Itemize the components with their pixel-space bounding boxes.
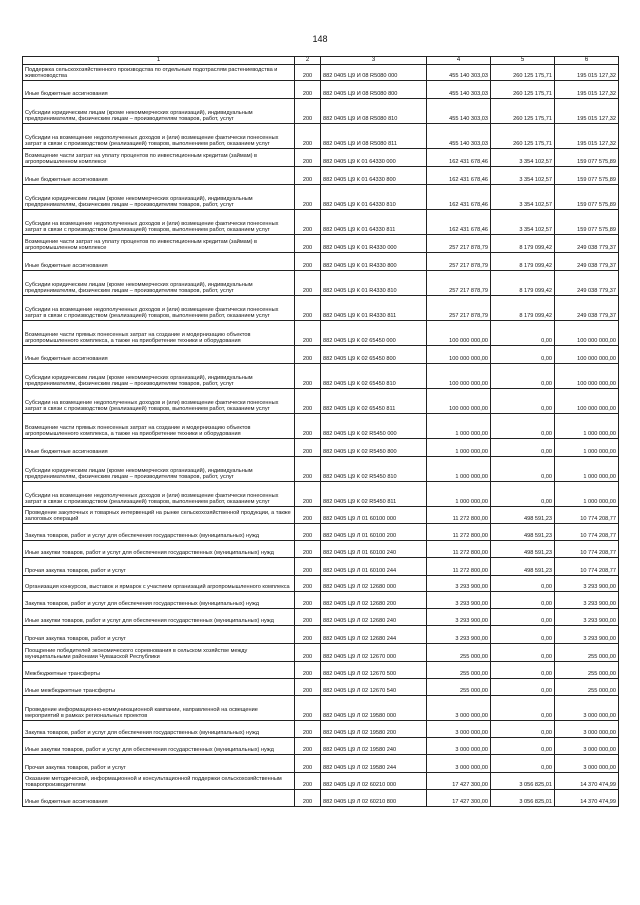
row-name: Субсидии юридическим лицам (кроме некоммерческих организаций), индивидуальным предпринимателям, физическим лицам – производителям товаров, работ, услуг: [23, 271, 295, 296]
row-approved-amount: 100 000 000,00: [427, 346, 491, 364]
row-admin-code: 200: [295, 167, 321, 185]
row-approved-amount: 11 272 800,00: [427, 507, 491, 524]
row-approved-amount: 1 000 000,00: [427, 457, 491, 482]
row-remaining-amount: 1 000 000,00: [555, 457, 619, 482]
table-row: [23, 738, 619, 755]
row-name: Оказание методической, информационной и консультационной поддержки сельскохозяйственным товаропроизводителям: [23, 773, 295, 790]
table-row: [23, 210, 619, 235]
row-name: Субсидии юридическим лицам (кроме некоммерческих организаций), индивидуальным предпринимателям, физическим лицам – производителям товаров, работ, услуг: [23, 457, 295, 482]
row-admin-code: 200: [295, 738, 321, 755]
table-row: [23, 592, 619, 609]
row-remaining-amount: 100 000 000,00: [555, 364, 619, 389]
row-remaining-amount: 14 370 474,99: [555, 790, 619, 807]
row-approved-amount: 11 272 800,00: [427, 558, 491, 576]
row-name: Субсидии юридическим лицам (кроме некоммерческих организаций), индивидуальным предпринимателям, физическим лицам – производителям товаров, работ, услуг: [23, 364, 295, 389]
row-budget-code: 882 0405 Ц9 К 02 65450 811: [321, 389, 427, 414]
row-remaining-amount: 3 293 900,00: [555, 576, 619, 592]
row-executed-amount: 498 591,23: [491, 541, 555, 558]
row-approved-amount: 255 000,00: [427, 679, 491, 696]
row-name: Прочая закупка товаров, работ и услуг: [23, 626, 295, 644]
row-admin-code: 200: [295, 364, 321, 389]
table-row: [23, 149, 619, 167]
table-row: [23, 346, 619, 364]
row-remaining-amount: 3 000 000,00: [555, 738, 619, 755]
row-budget-code: 882 0405 Ц9 И 08 R5080 800: [321, 81, 427, 99]
row-admin-code: 200: [295, 576, 321, 592]
table-row: [23, 124, 619, 149]
row-name: Поощрение победителей экономического соревнования в сельском хозяйстве между муниципальными районами Чувашской Республики: [23, 644, 295, 662]
row-budget-code: 882 0405 Ц9 Л 02 60210 800: [321, 790, 427, 807]
row-budget-code: 882 0405 Ц9 Л 02 19580 244: [321, 755, 427, 773]
row-approved-amount: 3 293 900,00: [427, 592, 491, 609]
row-budget-code: 882 0405 Ц9 Л 01 60100 200: [321, 524, 427, 541]
table-row: [23, 364, 619, 389]
row-executed-amount: 260 125 175,71: [491, 124, 555, 149]
row-budget-code: 882 0405 Ц9 Л 02 12670 000: [321, 644, 427, 662]
row-name: Субсидии юридическим лицам (кроме некоммерческих организаций), индивидуальным предпринимателям, физическим лицам – производителям товаров, работ, услуг: [23, 99, 295, 124]
row-admin-code: 200: [295, 482, 321, 507]
row-approved-amount: 455 140 303,03: [427, 81, 491, 99]
table-row: [23, 271, 619, 296]
row-budget-code: 882 0405 Ц9 И 08 R5080 000: [321, 65, 427, 81]
row-approved-amount: 162 431 678,46: [427, 210, 491, 235]
table-row: [23, 609, 619, 626]
row-remaining-amount: 195 015 127,32: [555, 124, 619, 149]
row-budget-code: 882 0405 Ц9 К 02 R5450 000: [321, 414, 427, 439]
table-row: [23, 755, 619, 773]
row-executed-amount: 8 179 099,42: [491, 271, 555, 296]
row-approved-amount: 17 427 300,00: [427, 790, 491, 807]
row-budget-code: 882 0405 Ц9 Л 02 19580 000: [321, 696, 427, 721]
row-remaining-amount: 10 774 208,77: [555, 558, 619, 576]
row-executed-amount: 0,00: [491, 721, 555, 738]
row-approved-amount: 100 000 000,00: [427, 389, 491, 414]
table-row: [23, 235, 619, 253]
row-remaining-amount: 10 774 208,77: [555, 507, 619, 524]
row-remaining-amount: 195 015 127,32: [555, 65, 619, 81]
column-header: 2: [295, 57, 321, 65]
table-row: [23, 439, 619, 457]
row-admin-code: 200: [295, 235, 321, 253]
row-budget-code: 882 0405 Ц9 К 02 65450 000: [321, 321, 427, 346]
column-header: 3: [321, 57, 427, 65]
row-executed-amount: 8 179 099,42: [491, 296, 555, 321]
row-name: Возмещение части прямых понесенных затрат на создание и модернизацию объектов агропромышленного комплекса, а также на приобретение техники и оборудования: [23, 321, 295, 346]
row-name: Иные бюджетные ассигнования: [23, 167, 295, 185]
row-budget-code: 882 0405 Ц9 Л 02 12670 540: [321, 679, 427, 696]
row-remaining-amount: 249 038 779,37: [555, 235, 619, 253]
row-remaining-amount: 100 000 000,00: [555, 346, 619, 364]
row-remaining-amount: 255 000,00: [555, 662, 619, 679]
row-admin-code: 200: [295, 346, 321, 364]
row-admin-code: 200: [295, 662, 321, 679]
row-executed-amount: 0,00: [491, 696, 555, 721]
row-budget-code: 882 0405 Ц9 К 02 R5450 811: [321, 482, 427, 507]
row-executed-amount: 0,00: [491, 626, 555, 644]
row-budget-code: 882 0405 Ц9 Л 02 12680 240: [321, 609, 427, 626]
row-approved-amount: 100 000 000,00: [427, 321, 491, 346]
table-row: [23, 389, 619, 414]
row-admin-code: 200: [295, 541, 321, 558]
table-row: [23, 507, 619, 524]
row-executed-amount: 3 354 102,57: [491, 185, 555, 210]
row-name: Иные бюджетные ассигнования: [23, 253, 295, 271]
row-name: Возмещение части затрат на уплату процентов по инвестиционным кредитам (займам) в агропромышленном комплексе: [23, 235, 295, 253]
row-budget-code: 882 0405 Ц9 К 01 R4330 800: [321, 253, 427, 271]
row-remaining-amount: 195 015 127,32: [555, 81, 619, 99]
row-approved-amount: 3 293 900,00: [427, 626, 491, 644]
table-row: [23, 790, 619, 807]
table-row: [23, 65, 619, 81]
table-row: [23, 185, 619, 210]
row-admin-code: 200: [295, 626, 321, 644]
row-budget-code: 882 0405 Ц9 К 01 64330 811: [321, 210, 427, 235]
row-executed-amount: 0,00: [491, 592, 555, 609]
table-row: [23, 576, 619, 592]
row-admin-code: 200: [295, 679, 321, 696]
row-admin-code: 200: [295, 81, 321, 99]
row-name: Закупка товаров, работ и услуг для обеспечения государственных (муниципальных) нужд: [23, 524, 295, 541]
row-executed-amount: 8 179 099,42: [491, 253, 555, 271]
table-row: [23, 296, 619, 321]
row-budget-code: 882 0405 Ц9 К 02 R5450 810: [321, 457, 427, 482]
table-row: [23, 482, 619, 507]
row-budget-code: 882 0405 Ц9 Л 02 12680 244: [321, 626, 427, 644]
row-name: Иные бюджетные ассигнования: [23, 790, 295, 807]
table-row: [23, 662, 619, 679]
row-executed-amount: 0,00: [491, 482, 555, 507]
row-admin-code: 200: [295, 558, 321, 576]
row-executed-amount: 3 354 102,57: [491, 210, 555, 235]
row-executed-amount: 0,00: [491, 457, 555, 482]
row-admin-code: 200: [295, 439, 321, 457]
column-header: 4: [427, 57, 491, 65]
row-admin-code: 200: [295, 253, 321, 271]
row-remaining-amount: 3 293 900,00: [555, 609, 619, 626]
row-name: Закупка товаров, работ и услуг для обеспечения государственных (муниципальных) нужд: [23, 721, 295, 738]
row-approved-amount: 3 000 000,00: [427, 755, 491, 773]
row-admin-code: 200: [295, 185, 321, 210]
row-approved-amount: 257 217 878,79: [427, 235, 491, 253]
table-row: [23, 773, 619, 790]
row-admin-code: 200: [295, 414, 321, 439]
row-name: Субсидии на возмещение недополученных доходов и (или) возмещение фактически понесенных затрат в связи с производством (реализацией) товаров, выполнением работ, оказанием услуг: [23, 124, 295, 149]
row-approved-amount: 255 000,00: [427, 662, 491, 679]
row-name: Проведение информационно-коммуникационной кампании, направленной на освещение мероприятий в рамках региональных проектов: [23, 696, 295, 721]
row-admin-code: 200: [295, 389, 321, 414]
row-budget-code: 882 0405 Ц9 И 08 R5080 810: [321, 99, 427, 124]
row-name: Возмещение части прямых понесенных затрат на создание и модернизацию объектов агропромышленного комплекса, а также на приобретение техники и оборудования: [23, 414, 295, 439]
row-budget-code: 882 0405 Ц9 Л 01 60100 240: [321, 541, 427, 558]
row-budget-code: 882 0405 Ц9 И 08 R5080 811: [321, 124, 427, 149]
row-approved-amount: 455 140 303,03: [427, 124, 491, 149]
row-executed-amount: 0,00: [491, 662, 555, 679]
table-row: [23, 679, 619, 696]
row-budget-code: 882 0405 Ц9 К 01 64330 800: [321, 167, 427, 185]
row-executed-amount: 260 125 175,71: [491, 65, 555, 81]
row-executed-amount: 0,00: [491, 644, 555, 662]
row-remaining-amount: 14 370 474,99: [555, 773, 619, 790]
row-approved-amount: 162 431 678,46: [427, 185, 491, 210]
row-budget-code: 882 0405 Ц9 Л 02 12680 200: [321, 592, 427, 609]
table-row: [23, 321, 619, 346]
row-name: Прочая закупка товаров, работ и услуг: [23, 558, 295, 576]
row-budget-code: 882 0405 Ц9 К 01 R4330 811: [321, 296, 427, 321]
row-name: Субсидии на возмещение недополученных доходов и (или) возмещение фактически понесенных затрат в связи с производством (реализацией) товаров, выполнением работ, оказанием услуг: [23, 482, 295, 507]
row-name: Иные бюджетные ассигнования: [23, 81, 295, 99]
row-remaining-amount: 3 000 000,00: [555, 721, 619, 738]
row-executed-amount: 498 591,23: [491, 524, 555, 541]
row-admin-code: 200: [295, 210, 321, 235]
row-remaining-amount: 159 077 575,89: [555, 185, 619, 210]
row-approved-amount: 3 293 900,00: [427, 609, 491, 626]
row-executed-amount: 0,00: [491, 414, 555, 439]
row-executed-amount: 0,00: [491, 364, 555, 389]
row-approved-amount: 455 140 303,03: [427, 65, 491, 81]
row-approved-amount: 3 000 000,00: [427, 721, 491, 738]
table-row: [23, 721, 619, 738]
row-approved-amount: 1 000 000,00: [427, 414, 491, 439]
row-budget-code: 882 0405 Ц9 К 01 R4330 000: [321, 235, 427, 253]
row-admin-code: 200: [295, 773, 321, 790]
row-executed-amount: 3 056 825,01: [491, 790, 555, 807]
row-name: Иные закупки товаров, работ и услуг для обеспечения государственных (муниципальных) нужд: [23, 609, 295, 626]
table-row: [23, 626, 619, 644]
row-approved-amount: 257 217 878,79: [427, 296, 491, 321]
table-row: [23, 99, 619, 124]
row-executed-amount: 3 056 825,01: [491, 773, 555, 790]
row-approved-amount: 162 431 678,46: [427, 167, 491, 185]
row-remaining-amount: 3 293 900,00: [555, 626, 619, 644]
table-row: [23, 558, 619, 576]
row-name: Субсидии на возмещение недополученных доходов и (или) возмещение фактически понесенных затрат в связи с производством (реализацией) товаров, выполнением работ, оказанием услуг: [23, 389, 295, 414]
row-name: Иные закупки товаров, работ и услуг для обеспечения государственных (муниципальных) нужд: [23, 541, 295, 558]
row-name: Иные бюджетные ассигнования: [23, 439, 295, 457]
row-name: Иные межбюджетные трансферты: [23, 679, 295, 696]
row-name: Закупка товаров, работ и услуг для обеспечения государственных (муниципальных) нужд: [23, 592, 295, 609]
row-remaining-amount: 3 000 000,00: [555, 755, 619, 773]
row-remaining-amount: 10 774 208,77: [555, 524, 619, 541]
row-executed-amount: 8 179 099,42: [491, 235, 555, 253]
row-approved-amount: 3 000 000,00: [427, 738, 491, 755]
row-executed-amount: 0,00: [491, 389, 555, 414]
row-remaining-amount: 255 000,00: [555, 679, 619, 696]
row-remaining-amount: 159 077 575,89: [555, 149, 619, 167]
column-header: 5: [491, 57, 555, 65]
row-approved-amount: 162 431 678,46: [427, 149, 491, 167]
row-budget-code: 882 0405 Ц9 К 01 64330 810: [321, 185, 427, 210]
row-admin-code: 200: [295, 790, 321, 807]
row-name: Иные бюджетные ассигнования: [23, 346, 295, 364]
row-remaining-amount: 3 000 000,00: [555, 696, 619, 721]
row-remaining-amount: 255 000,00: [555, 644, 619, 662]
row-budget-code: 882 0405 Ц9 Л 01 60100 244: [321, 558, 427, 576]
row-executed-amount: 498 591,23: [491, 558, 555, 576]
row-remaining-amount: 249 038 779,37: [555, 253, 619, 271]
row-name: Проведение закупочных и товарных интервенций на рынке сельскохозяйственной продукции, а также залоговых операций: [23, 507, 295, 524]
table-row: [23, 167, 619, 185]
row-budget-code: 882 0405 Ц9 Л 02 19580 200: [321, 721, 427, 738]
row-admin-code: 200: [295, 592, 321, 609]
row-budget-code: 882 0405 Ц9 Л 02 60210 000: [321, 773, 427, 790]
row-name: Иные закупки товаров, работ и услуг для обеспечения государственных (муниципальных) нужд: [23, 738, 295, 755]
row-admin-code: 200: [295, 644, 321, 662]
row-admin-code: 200: [295, 149, 321, 167]
table-row: [23, 644, 619, 662]
table-row: [23, 524, 619, 541]
table-row: [23, 81, 619, 99]
row-name: Поддержка сельскохозяйственного производства по отдельным подотраслям растениеводства и животноводства: [23, 65, 295, 81]
row-admin-code: 200: [295, 524, 321, 541]
row-admin-code: 200: [295, 507, 321, 524]
row-executed-amount: 0,00: [491, 439, 555, 457]
row-approved-amount: 3 293 900,00: [427, 576, 491, 592]
row-name: Субсидии юридическим лицам (кроме некоммерческих организаций), индивидуальным предпринимателям, физическим лицам – производителям товаров, работ, услуг: [23, 185, 295, 210]
row-budget-code: 882 0405 Ц9 К 01 R4330 810: [321, 271, 427, 296]
row-budget-code: 882 0405 Ц9 Л 02 12670 500: [321, 662, 427, 679]
row-approved-amount: 257 217 878,79: [427, 253, 491, 271]
row-admin-code: 200: [295, 124, 321, 149]
row-admin-code: 200: [295, 721, 321, 738]
row-executed-amount: 0,00: [491, 609, 555, 626]
table-row: [23, 457, 619, 482]
row-budget-code: 882 0405 Ц9 К 01 64330 000: [321, 149, 427, 167]
table-row: [23, 696, 619, 721]
row-executed-amount: 0,00: [491, 346, 555, 364]
table-row: [23, 253, 619, 271]
row-name: Субсидии на возмещение недополученных доходов и (или) возмещение фактически понесенных затрат в связи с производством (реализацией) товаров, выполнением работ, оказанием услуг: [23, 296, 295, 321]
row-budget-code: 882 0405 Ц9 Л 02 12680 000: [321, 576, 427, 592]
row-admin-code: 200: [295, 755, 321, 773]
row-admin-code: 200: [295, 696, 321, 721]
row-approved-amount: 100 000 000,00: [427, 364, 491, 389]
table-row: [23, 541, 619, 558]
row-executed-amount: 3 354 102,57: [491, 149, 555, 167]
row-executed-amount: 0,00: [491, 576, 555, 592]
row-remaining-amount: 3 293 900,00: [555, 592, 619, 609]
row-budget-code: 882 0405 Ц9 Л 02 19580 240: [321, 738, 427, 755]
row-executed-amount: 498 591,23: [491, 507, 555, 524]
row-remaining-amount: 100 000 000,00: [555, 389, 619, 414]
row-approved-amount: 255 000,00: [427, 644, 491, 662]
row-remaining-amount: 1 000 000,00: [555, 482, 619, 507]
row-executed-amount: 0,00: [491, 755, 555, 773]
row-budget-code: 882 0405 Ц9 Л 01 60100 000: [321, 507, 427, 524]
row-budget-code: 882 0405 Ц9 К 02 65450 800: [321, 346, 427, 364]
row-remaining-amount: 1 000 000,00: [555, 414, 619, 439]
row-executed-amount: 0,00: [491, 738, 555, 755]
row-budget-code: 882 0405 Ц9 К 02 65450 810: [321, 364, 427, 389]
row-approved-amount: 1 000 000,00: [427, 439, 491, 457]
row-executed-amount: 3 354 102,57: [491, 167, 555, 185]
row-remaining-amount: 159 077 575,89: [555, 167, 619, 185]
row-admin-code: 200: [295, 321, 321, 346]
table-header-row: [23, 57, 619, 65]
budget-table: [22, 56, 619, 807]
row-remaining-amount: 249 038 779,37: [555, 271, 619, 296]
row-admin-code: 200: [295, 296, 321, 321]
page-number: 148: [312, 34, 328, 44]
row-name: Возмещение части затрат на уплату процентов по инвестиционным кредитам (займам) в агропромышленном комплексе: [23, 149, 295, 167]
row-executed-amount: 260 125 175,71: [491, 99, 555, 124]
row-remaining-amount: 10 774 208,77: [555, 541, 619, 558]
row-approved-amount: 257 217 878,79: [427, 271, 491, 296]
row-remaining-amount: 249 038 779,37: [555, 296, 619, 321]
row-name: Субсидии на возмещение недополученных доходов и (или) возмещение фактически понесенных затрат в связи с производством (реализацией) товаров, выполнением работ, оказанием услуг: [23, 210, 295, 235]
row-approved-amount: 11 272 800,00: [427, 541, 491, 558]
column-header: 1: [23, 57, 295, 65]
row-approved-amount: 11 272 800,00: [427, 524, 491, 541]
row-admin-code: 200: [295, 65, 321, 81]
row-admin-code: 200: [295, 271, 321, 296]
row-budget-code: 882 0405 Ц9 К 02 R5450 800: [321, 439, 427, 457]
row-admin-code: 200: [295, 609, 321, 626]
row-approved-amount: 455 140 303,03: [427, 99, 491, 124]
row-name: Организация конкурсов, выставок и ярмарок с участием организаций агропромышленного комплекса: [23, 576, 295, 592]
table-row: [23, 414, 619, 439]
row-approved-amount: 1 000 000,00: [427, 482, 491, 507]
row-remaining-amount: 159 077 575,89: [555, 210, 619, 235]
row-name: Межбюджетные трансферты: [23, 662, 295, 679]
row-executed-amount: 260 125 175,71: [491, 81, 555, 99]
row-approved-amount: 3 000 000,00: [427, 696, 491, 721]
row-approved-amount: 17 427 300,00: [427, 773, 491, 790]
row-remaining-amount: 1 000 000,00: [555, 439, 619, 457]
column-header: 6: [555, 57, 619, 65]
row-remaining-amount: 100 000 000,00: [555, 321, 619, 346]
row-name: Прочая закупка товаров, работ и услуг: [23, 755, 295, 773]
row-admin-code: 200: [295, 457, 321, 482]
row-executed-amount: 0,00: [491, 321, 555, 346]
row-remaining-amount: 195 015 127,32: [555, 99, 619, 124]
row-executed-amount: 0,00: [491, 679, 555, 696]
row-admin-code: 200: [295, 99, 321, 124]
